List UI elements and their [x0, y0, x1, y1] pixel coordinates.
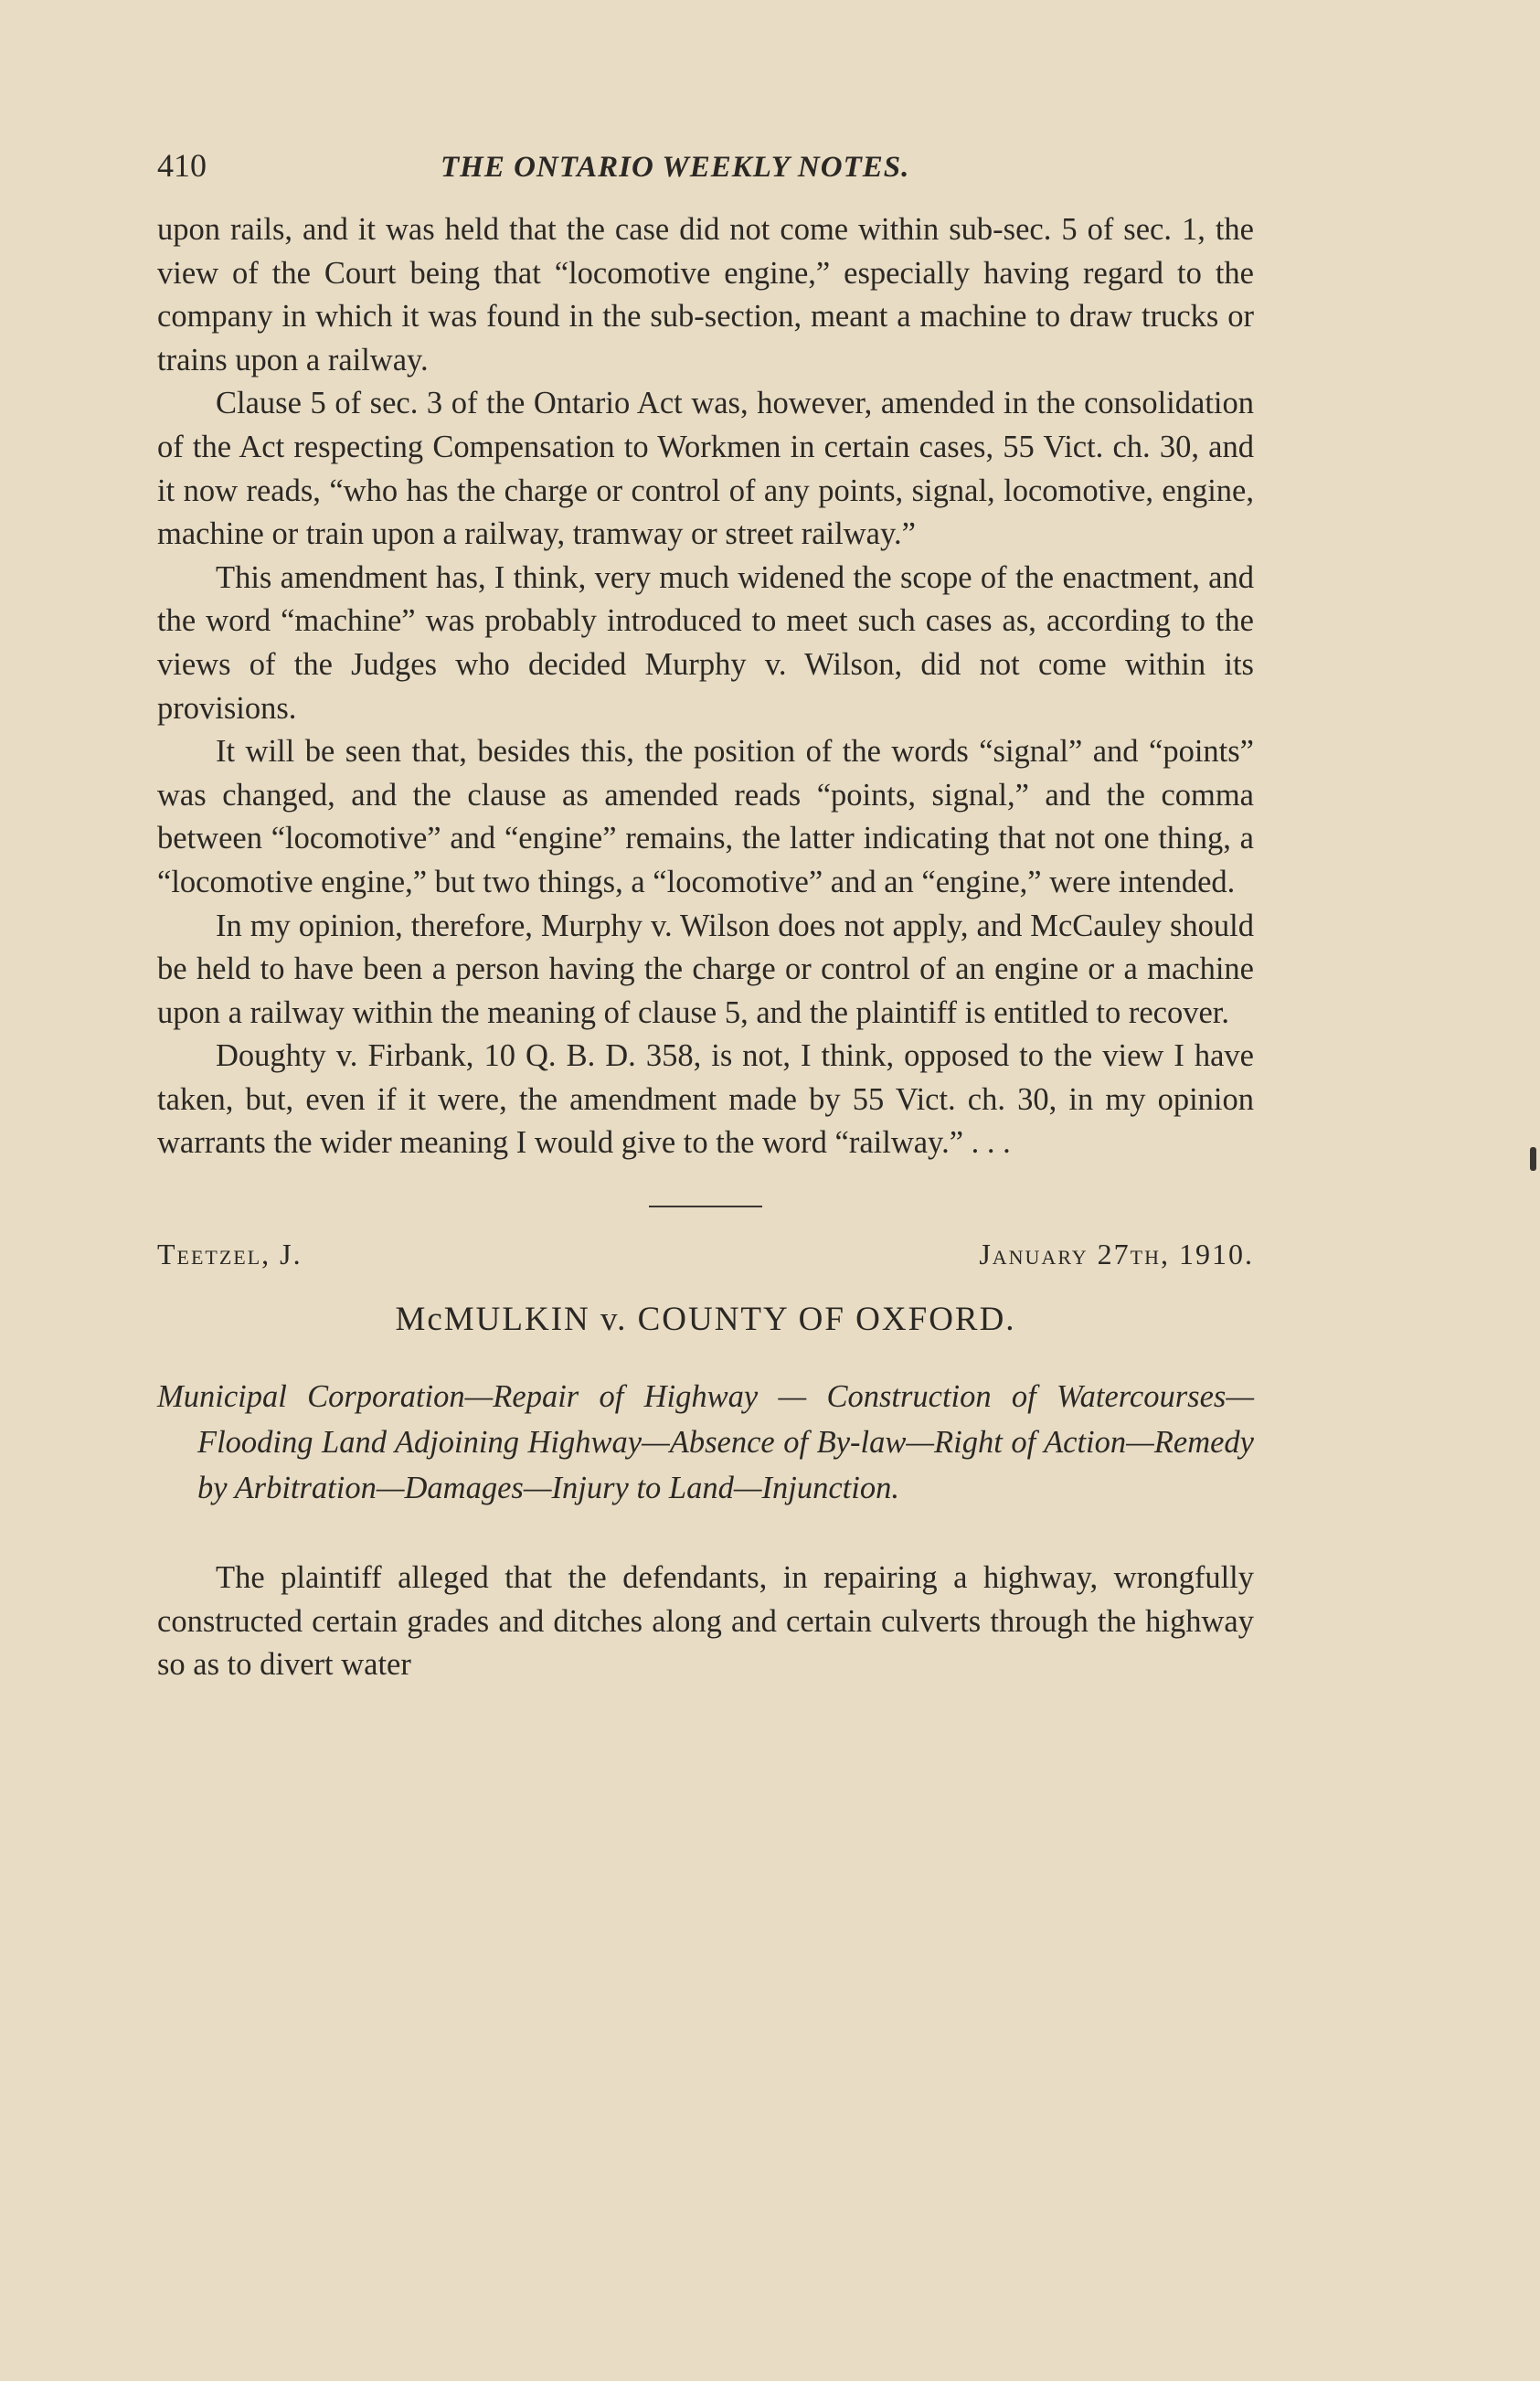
case-title: McMULKIN v. COUNTY OF OXFORD. [395, 1301, 1016, 1339]
judge-name: Teetzel, J. [157, 1238, 303, 1271]
body-text [157, 208, 1254, 1165]
section-divider [649, 1206, 762, 1207]
headnote: Municipal Corporation—Repair of Highway — Construction of Watercourses—Flooding Land Adjoining Highway—Absence of By-law—Right of Action—Remedy by Arbitration—Damages—Injury to Land—Injunction. [157, 1379, 1254, 1506]
case-opening-paragraph: The plaintiff alleged that the defendants, in repairing a highway, wrongfully constructed certain grades and ditches along and certain culverts through the highway so as to divert water [157, 1560, 1254, 1683]
judgment-date: January 27th, 1910. [979, 1238, 1254, 1271]
page-header [157, 146, 1254, 201]
paragraph: Clause 5 of sec. 3 of the Ontario Act was, however, amended in the consolidation of the Act respecting Compensation to Workmen in certain cases, 55 Vict. ch. 30, and it now reads, “who has the charge or control of any points, signal, locomotive, engine, machine or train upon a railway, tramway or street railway.” [157, 386, 1254, 552]
paragraph: In my opinion, therefore, Murphy v. Wilson does not apply, and McCauley should be held to have been a person having the charge or control of an engine or a machine upon a railway within the meaning of clause 5, and the plaintiff is entitled to recover. [157, 908, 1254, 1030]
paragraph: It will be seen that, besides this, the position of the words “signal” and “points” was changed, and the clause as amended reads “points, signal,” and the comma between “locomotive” and “engine” remains, the latter indicating that not one thing, a “locomotive engine,” but two things, a “locomotive” and an “engine,” were intended. [157, 734, 1254, 899]
judge-date-line [157, 1233, 1254, 1275]
running-head: THE ONTARIO WEEKLY NOTES. [441, 151, 910, 184]
ink-mark [1530, 1147, 1536, 1171]
page-number: 410 [157, 147, 207, 184]
page-content [157, 146, 1254, 1687]
paragraph: Doughty v. Firbank, 10 Q. B. D. 358, is not, I think, opposed to the view I have taken, but, even if it were, the amendment made by 55 Vict. ch. 30, in my opinion warrants the wider meaning I would give to the word “railway.” . . . [157, 1038, 1254, 1161]
paragraph-continued: upon rails, and it was held that the case did not come within sub-sec. 5 of sec. 1, the view of the Court being that “locomotive engine,” especially having regard to the company in which it was found in the sub-section, meant a machine to draw trucks or trains upon a railway. [157, 212, 1254, 377]
paragraph: This amendment has, I think, very much widened the scope of the enactment, and the word “machine” was probably introduced to meet such cases as, according to the views of the Judges who decided Murphy v. Wilson, did not come within its provisions. [157, 559, 1254, 726]
